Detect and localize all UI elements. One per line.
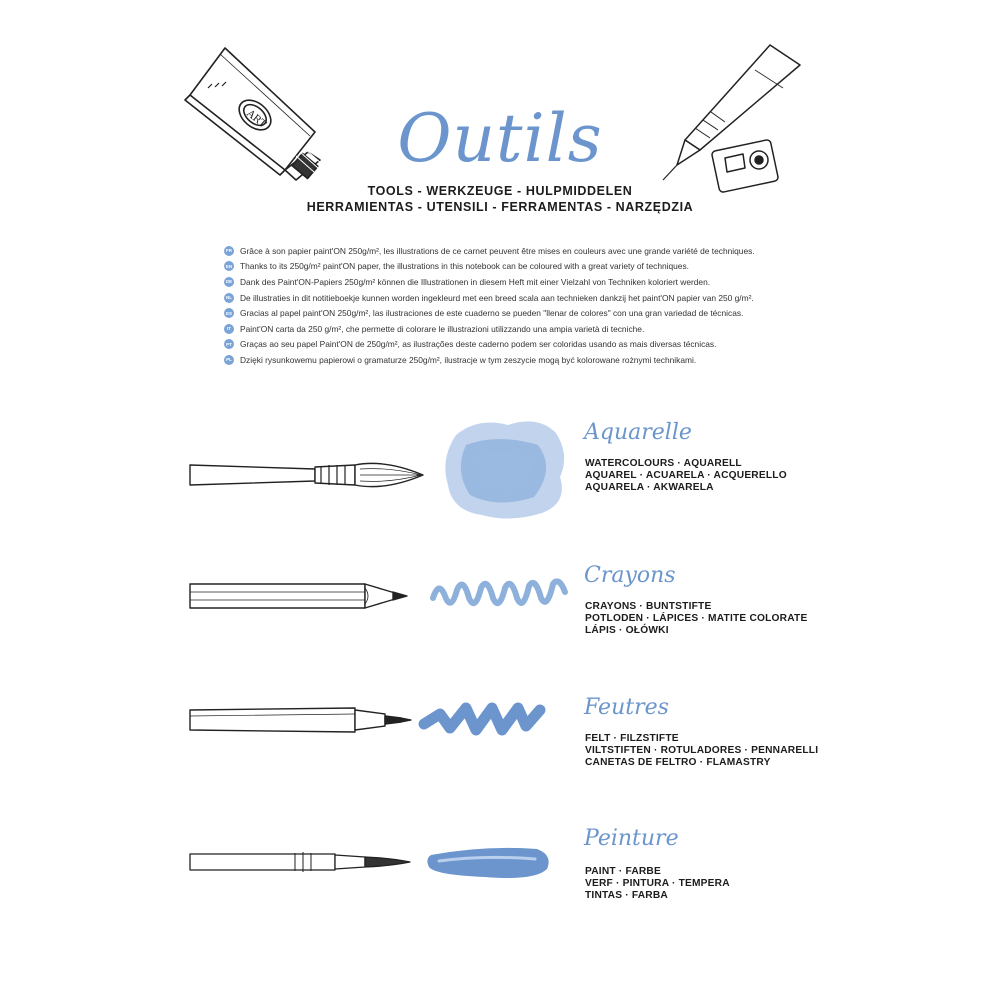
language-list xyxy=(224,243,824,368)
crayon-swatch xyxy=(425,570,575,614)
tool-line: LÁPIS · OŁÓWKI xyxy=(585,625,669,636)
watercolor-brush-icon xyxy=(185,455,430,495)
lang-badge: PT xyxy=(224,339,234,349)
tool-lines-peinture xyxy=(585,866,730,902)
tool-lines-crayons xyxy=(585,601,807,637)
lang-row-pl xyxy=(224,352,824,368)
lang-badge: EN xyxy=(224,261,234,271)
lang-text: Dzięki rysunkowemu papierowi o gramaturze 250g/m², ilustracje w tym zeszycie mogą być kolorowane rożnymi technikami. xyxy=(240,354,697,365)
paint-brush-icon xyxy=(185,848,430,876)
lang-text: Gracias al papel paint'ON 250g/m², las ilustraciones de este cuaderno se pueden "llenar de colores" con una gran variedad de técnicas. xyxy=(240,308,744,319)
tool-line: CRAYONS · BUNTSTIFTE xyxy=(585,601,712,612)
tool-line: CANETAS DE FELTRO · FLAMASTRY xyxy=(585,757,771,768)
lang-badge: FR xyxy=(224,246,234,256)
tool-lines-aquarelle xyxy=(585,458,787,494)
lang-text: Grâce à son papier paint'ON 250g/m², les illustrations de ce carnet peuvent être mises en couleurs avec une grande variété de techniques. xyxy=(240,245,755,256)
tool-heading-aquarelle: Aquarelle xyxy=(584,420,692,445)
lang-row-fr xyxy=(224,243,824,259)
tool-line: PAINT · FARBE xyxy=(585,866,661,877)
lang-badge: PL xyxy=(224,355,234,365)
lang-row-en xyxy=(224,259,824,275)
tool-line: AQUAREL · ACUARELA · ACQUERELLO xyxy=(585,470,787,481)
lang-badge: ES xyxy=(224,308,234,318)
watercolor-swatch xyxy=(438,415,573,525)
page-subtitle-line-2: HERRAMIENTAS - UTENSILI - FERRAMENTAS - NARZĘDZIA xyxy=(306,200,694,214)
paint-swatch xyxy=(425,843,555,883)
tool-heading-feutres: Feutres xyxy=(584,695,669,720)
lang-row-nl xyxy=(224,290,824,306)
lang-badge: IT xyxy=(224,324,234,334)
lang-badge: DE xyxy=(224,277,234,287)
page-subtitle-line-1: TOOLS - WERKZEUGE - HULPMIDDELEN xyxy=(367,184,633,198)
lang-row-de xyxy=(224,274,824,290)
tool-line: VILTSTIFTEN · ROTULADORES · PENNARELLI xyxy=(585,745,819,756)
felt-swatch xyxy=(420,700,545,744)
page-title: Outils xyxy=(397,100,603,177)
lang-badge: NL xyxy=(224,293,234,303)
lang-text: Thanks to its 250g/m² paint'ON paper, the illustrations in this notebook can be coloured with a great variety of techniques. xyxy=(240,261,689,272)
tool-line: WATERCOLOURS · AQUARELL xyxy=(585,458,742,469)
lang-text: De illustraties in dit notitieboekje kunnen worden ingekleurd met een breed scala aan technieken dankzij het paint'ON papier van 250 g/m². xyxy=(240,292,754,303)
paint-tube-label: ART xyxy=(244,108,268,131)
felt-marker-icon xyxy=(185,702,430,738)
lang-text: Paint'ON carta da 250 g/m², che permette di colorare le illustrazioni utilizzando una ampia varietà di tecniche. xyxy=(240,323,645,334)
lang-text: Dank des Paint'ON-Papiers 250g/m² können die Illustrationen in diesem Heft mit einer Vielzahl von Techniken koloriert werden. xyxy=(240,276,711,287)
lang-row-es xyxy=(224,305,824,321)
lang-row-it xyxy=(224,321,824,337)
tool-line: VERF · PINTURA · TEMPERA xyxy=(585,878,730,889)
tool-heading-crayons: Crayons xyxy=(584,563,676,588)
lang-text: Graças ao seu papel Paint'ON de 250g/m², as ilustrações deste caderno podem ser coloridas usando as mais diversas técnicas. xyxy=(240,339,717,350)
tool-line: TINTAS · FARBA xyxy=(585,890,668,901)
tool-line: POTLODEN · LÁPICES · MATITE COLORATE xyxy=(585,613,808,624)
pencil-icon xyxy=(185,578,425,614)
tool-heading-peinture: Peinture xyxy=(584,826,679,851)
tool-line: AQUARELA · AKWARELA xyxy=(585,482,714,493)
tool-line: FELT · FILZSTIFTE xyxy=(585,733,679,744)
lang-row-pt xyxy=(224,337,824,353)
tool-lines-feutres xyxy=(585,733,818,769)
